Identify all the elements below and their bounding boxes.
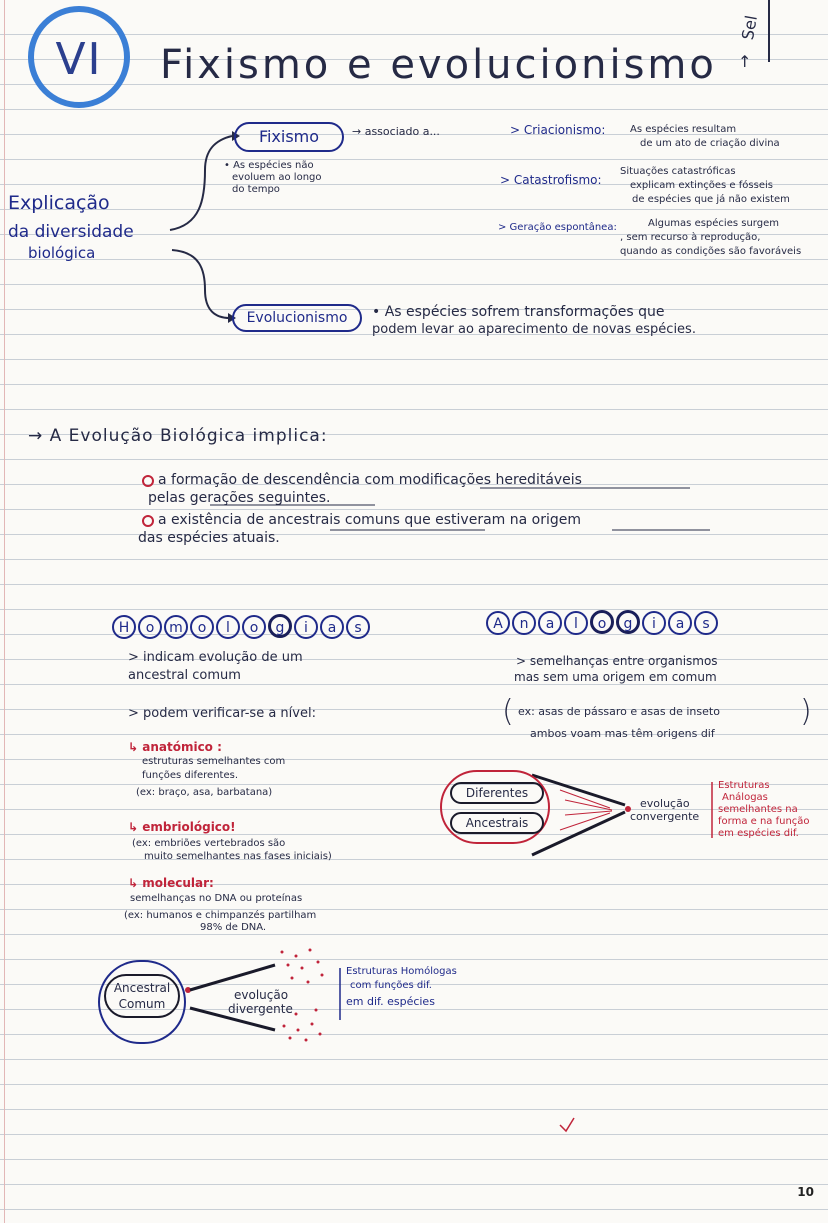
- anatomico-line2: funções diferentes.: [142, 770, 238, 781]
- evolution-heading: → A Evolução Biológica implica:: [28, 426, 328, 446]
- catastrofismo-term: > Catastrofismo:: [500, 173, 602, 187]
- fixismo-desc-line2: evoluem ao longo: [232, 172, 322, 183]
- homologias-letter: i: [294, 615, 318, 639]
- embriologico-line1: (ex: embriões vertebrados são: [132, 838, 286, 849]
- geracao-term: > Geração espontânea:: [498, 222, 617, 233]
- analogas-line5: em espécies dif.: [718, 828, 799, 839]
- embriologico-line2: muito semelhantes nas fases iniciais): [144, 851, 332, 862]
- ancestrais-oval: [450, 812, 544, 834]
- evolucionismo-desc-line2: podem levar ao aparecimento de novas espécies.: [372, 322, 696, 337]
- homologias-letter: o: [242, 615, 266, 639]
- homologias-line2: ancestral comum: [128, 668, 241, 683]
- analogias-letter: a: [538, 611, 562, 635]
- page-number: 10: [797, 1185, 814, 1199]
- diferentes-label: Diferentes: [465, 786, 529, 800]
- evolution-point2-line1: a existência de ancestrais comuns que estiveram na origem: [158, 512, 581, 528]
- analogas-line1: Estruturas: [718, 780, 770, 791]
- ancestrais-label: Ancestrais: [465, 816, 529, 830]
- analogias-letter: s: [694, 611, 718, 635]
- analogias-letter: g: [616, 610, 640, 634]
- geracao-line2: , sem recurso à reprodução,: [620, 232, 761, 243]
- homologias-heading: [112, 614, 372, 639]
- catastrofismo-line1: Situações catastróficas: [620, 166, 736, 177]
- homologias-verify: > podem verificar-se a nível:: [128, 706, 316, 721]
- catastrofismo-line2: explicam extinções e fósseis: [630, 180, 773, 191]
- ancestral-comum-inner: [104, 974, 180, 1018]
- diversity-label-line2: da diversidade: [8, 222, 134, 242]
- analogias-example-line1: ex: asas de pássaro e asas de inseto: [518, 705, 720, 718]
- homologias-letter: s: [346, 615, 370, 639]
- homologias-letter: o: [190, 615, 214, 639]
- analogas-line4: forma e na função: [718, 816, 810, 827]
- diferentes-ancestrais-bubble: [440, 770, 550, 844]
- homologas-line2: com funções dif.: [350, 980, 432, 991]
- analogias-letter: i: [642, 611, 666, 635]
- criacionismo-line2: de um ato de criação divina: [640, 138, 780, 149]
- diferentes-oval: [450, 782, 544, 804]
- homologias-letter: o: [138, 615, 162, 639]
- analogias-example-line2: ambos voam mas têm origens dif: [530, 727, 715, 740]
- analogias-line1: > semelhanças entre organismos: [516, 654, 718, 668]
- homologias-letter: H: [112, 615, 136, 639]
- corner-arrow: ↑: [738, 52, 752, 71]
- ancestral-comum-bubble: [98, 960, 186, 1044]
- fixismo-associado: → associado a...: [352, 125, 440, 138]
- anatomico-example: (ex: braço, asa, barbatana): [136, 787, 273, 798]
- homologias-letter: g: [268, 614, 292, 638]
- homologas-line3: em dif. espécies: [346, 995, 435, 1008]
- diversity-label-line1: Explicação: [8, 192, 110, 214]
- evolucionismo-oval: [232, 304, 362, 332]
- molecular-line1: semelhanças no DNA ou proteínas: [130, 893, 303, 904]
- evolucionismo-desc-line1: • As espécies sofrem transformações que: [372, 304, 665, 320]
- evolution-point2-line2: das espécies atuais.: [138, 530, 280, 546]
- fixismo-desc-line1: • As espécies não: [224, 160, 314, 171]
- chapter-number: VI: [55, 34, 103, 85]
- fixismo-desc-line3: do tempo: [232, 184, 280, 195]
- ancestral-comum-line1: Ancestral: [113, 981, 171, 995]
- example-paren-right: ): [800, 694, 812, 729]
- geracao-line1: Algumas espécies surgem: [648, 218, 779, 229]
- analogias-line2: mas sem uma origem em comum: [514, 670, 717, 684]
- analogas-line3: semelhantes na: [718, 804, 798, 815]
- convergente-line2: convergente: [630, 810, 700, 823]
- divergente-line2: divergente: [228, 1002, 293, 1016]
- homologias-letter: l: [216, 615, 240, 639]
- analogias-letter: a: [668, 611, 692, 635]
- fixismo-oval: [234, 122, 344, 152]
- convergente-line1: evolução: [640, 797, 690, 810]
- page-title: Fixismo e evolucionismo: [160, 42, 717, 88]
- analogias-letter: A: [486, 611, 510, 635]
- ancestral-comum-line2: Comum: [118, 997, 166, 1011]
- diversity-label-line3: biológica: [28, 244, 96, 262]
- corner-mark: Sel: [738, 13, 761, 42]
- evolution-point1-line1: a formação de descendência com modificações hereditáveis: [158, 472, 582, 488]
- homologas-line1: Estruturas Homólogas: [346, 966, 457, 977]
- molecular-line2: (ex: humanos e chimpanzés partilham: [124, 910, 317, 921]
- example-paren-left: (: [502, 694, 514, 729]
- catastrofismo-line3: de espécies que já não existem: [632, 194, 790, 205]
- homologias-letter: a: [320, 615, 344, 639]
- analogias-heading: [486, 610, 720, 635]
- embriologico-label: ↳ embriológico!: [128, 820, 236, 834]
- fixismo-label: Fixismo: [258, 127, 320, 146]
- anatomico-line1: estruturas semelhantes com: [142, 756, 286, 767]
- analogias-letter: l: [564, 611, 588, 635]
- homologias-letter: m: [164, 615, 188, 639]
- homologias-line1: > indicam evolução de um: [128, 650, 303, 665]
- divergente-line1: evolução: [234, 988, 289, 1002]
- evolucionismo-label: Evolucionismo: [246, 310, 348, 326]
- analogias-letter: o: [590, 610, 614, 634]
- molecular-line3: 98% de DNA.: [200, 922, 267, 933]
- molecular-label: ↳ molecular:: [128, 876, 214, 890]
- analogas-line2: Análogas: [722, 792, 768, 803]
- criacionismo-term: > Criacionismo:: [510, 123, 606, 137]
- criacionismo-line1: As espécies resultam: [630, 124, 737, 135]
- analogias-letter: n: [512, 611, 536, 635]
- evolution-point1-line2: pelas gerações seguintes.: [148, 490, 331, 506]
- anatomico-label: ↳ anatómico :: [128, 740, 222, 754]
- geracao-line3: quando as condições são favoráveis: [620, 246, 802, 257]
